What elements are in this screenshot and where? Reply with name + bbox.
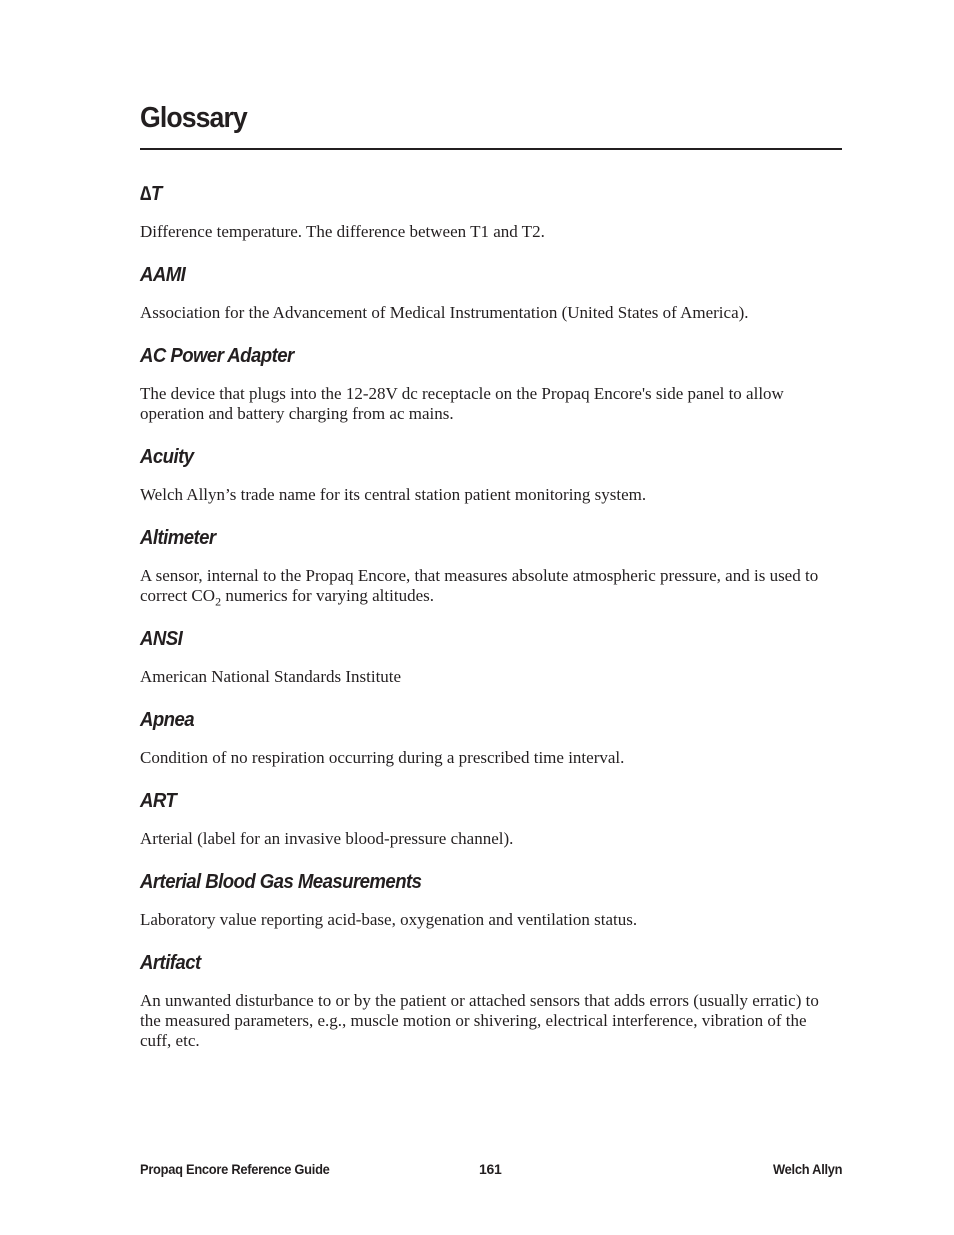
glossary-definition: Laboratory value reporting acid-base, oxygenation and ventilation status. <box>140 910 638 929</box>
glossary-entry <box>140 182 842 242</box>
glossary-entry <box>140 445 842 505</box>
glossary-definition: Association for the Advancement of Medical Instrumentation (United States of America). <box>140 303 749 322</box>
glossary-term: Arterial Blood Gas Measurements <box>140 871 422 893</box>
glossary-term: AC Power Adapter <box>140 345 294 367</box>
subscript: 2 <box>215 594 222 609</box>
glossary-entry <box>140 526 842 609</box>
glossary-definition: Arterial (label for an invasive blood-pressure channel). <box>140 829 514 848</box>
glossary-definition <box>140 566 842 609</box>
glossary-term: Altimeter <box>140 527 216 549</box>
definition-text: A sensor, internal to the Propaq Encore, that measures absolute atmospheric pressure, and is used to correct CO <box>140 566 819 605</box>
glossary-entry <box>140 789 842 849</box>
glossary-list <box>140 182 842 1072</box>
footer-page-number: 161 <box>479 1161 502 1177</box>
glossary-term: ANSI <box>140 628 183 650</box>
glossary-entry <box>140 708 842 768</box>
definition-text: numerics for varying altitudes. <box>221 586 434 605</box>
glossary-term: ART <box>140 790 177 812</box>
glossary-entry <box>140 627 842 687</box>
glossary-term: Apnea <box>140 709 195 731</box>
footer-company: Welch Allyn <box>772 1161 842 1177</box>
glossary-entry <box>140 263 842 323</box>
glossary-entry <box>140 951 842 1051</box>
page-title: Glossary <box>140 102 247 134</box>
glossary-entry <box>140 870 842 930</box>
glossary-definition: The device that plugs into the 12-28V dc receptacle on the Propaq Encore's side panel to allow operation and battery charging from ac mains. <box>140 384 784 423</box>
glossary-term: Artifact <box>140 952 201 974</box>
glossary-definition: American National Standards Institute <box>140 667 402 686</box>
footer-document-title: Propaq Encore Reference Guide <box>140 1161 330 1177</box>
glossary-term: ∆T <box>140 183 162 205</box>
glossary-definition: Difference temperature. The difference between T1 and T2. <box>140 222 545 241</box>
glossary-definition: Welch Allyn’s trade name for its central station patient monitoring system. <box>140 485 647 504</box>
glossary-term: Acuity <box>140 446 194 468</box>
glossary-term: AAMI <box>140 264 186 286</box>
glossary-definition: Condition of no respiration occurring during a prescribed time interval. <box>140 748 625 767</box>
glossary-definition: An unwanted disturbance to or by the patient or attached sensors that adds errors (usually erratic) to the measured parameters, e.g., muscle motion or shivering, electrical interference, vibration of the cuff, etc. <box>140 991 819 1050</box>
title-rule <box>140 148 842 150</box>
glossary-entry <box>140 344 842 424</box>
